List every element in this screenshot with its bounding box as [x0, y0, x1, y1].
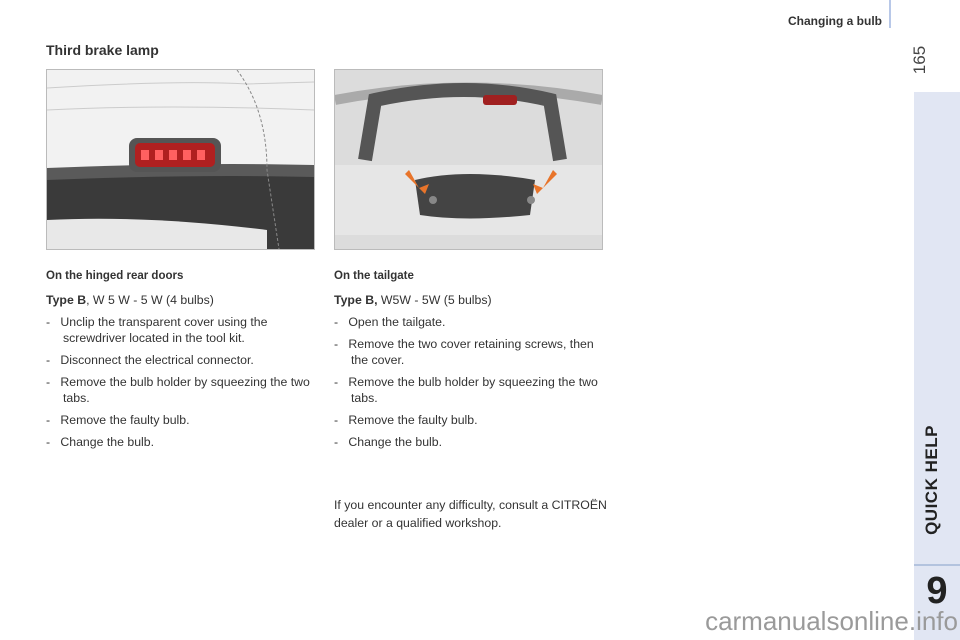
header-divider	[889, 0, 891, 28]
left-subtitle: On the hinged rear doors	[46, 270, 184, 282]
chapter-tab	[914, 92, 960, 640]
step: - Disconnect the electrical connector.	[46, 353, 254, 367]
right-subtitle: On the tailgate	[334, 270, 414, 282]
type-label: Type B	[46, 293, 87, 307]
step: - Unclip the transparent cover using the screwdriver located in the tool kit.	[46, 315, 268, 345]
page-number: 165	[910, 45, 929, 75]
type-value: , W 5 W - 5 W (4 bulbs)	[86, 293, 214, 307]
section-header: Changing a bulb	[788, 14, 882, 28]
step: - Remove the bulb holder by squeezing the two tabs.	[334, 375, 598, 405]
type-label: Type B,	[334, 293, 378, 307]
step: - Remove the faulty bulb.	[46, 413, 190, 427]
step: - Remove the faulty bulb.	[334, 413, 478, 427]
step: - Remove the bulb holder by squeezing the two tabs.	[46, 375, 310, 405]
left-instructions	[46, 268, 321, 450]
left-bulb-type	[46, 292, 321, 308]
right-instructions	[334, 268, 609, 450]
step: - Change the bulb.	[334, 435, 443, 449]
right-bulb-type	[334, 292, 609, 308]
step: - Change the bulb.	[46, 435, 155, 449]
hinged-doors-illustration	[46, 69, 315, 250]
chapter-tab-divider	[914, 564, 960, 566]
dealer-note: If you encounter any difficulty, consult a CITROËN dealer or a qualified workshop.	[334, 498, 607, 530]
step: - Open the tailgate.	[334, 315, 446, 329]
page-title: Third brake lamp	[46, 42, 159, 58]
chapter-tab-label: QUICK HELP	[922, 425, 941, 535]
chapter-number: 9	[926, 570, 948, 612]
tailgate-illustration	[334, 69, 603, 250]
step: - Remove the two cover retaining screws, then the cover.	[334, 337, 594, 367]
watermark: carmanualsonline.info	[705, 606, 958, 636]
type-value: W5W - 5W (5 bulbs)	[377, 293, 492, 307]
